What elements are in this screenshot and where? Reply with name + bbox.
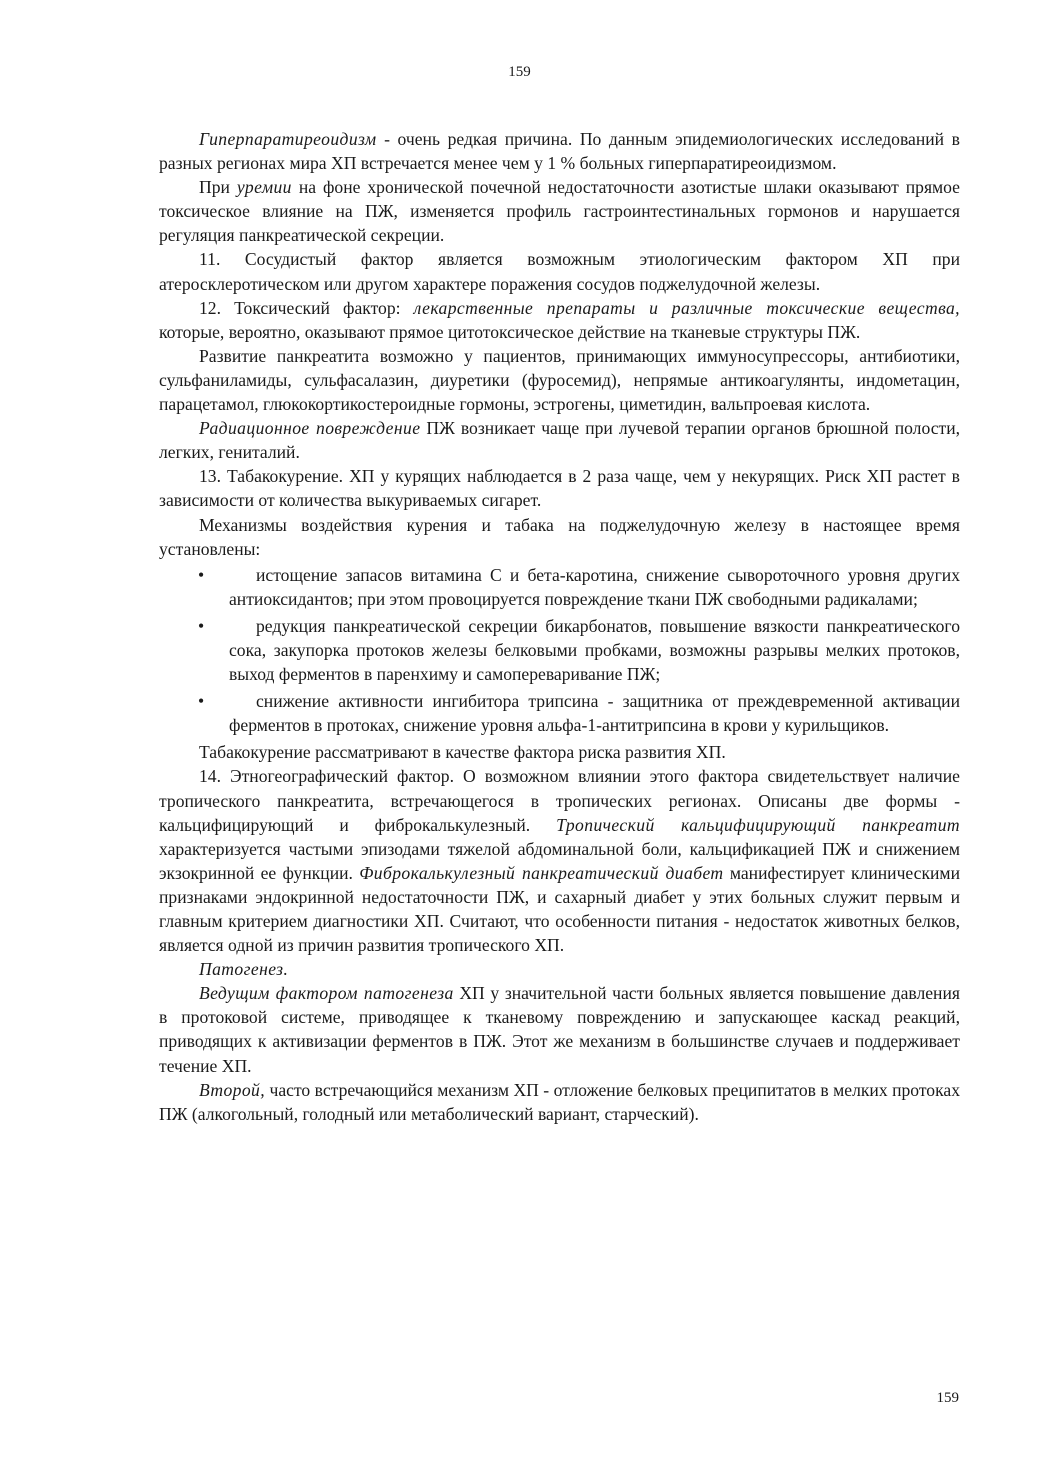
page-body — [159, 127, 960, 1126]
paragraph-text: ХП у значительной части больных является повышение давления в протоковой системе, приводящее к тканевому повреждению и запускающее каскад реакций, приводящих к активизации ферментов в ПЖ. Этот же механизм в большинстве случаев и поддерживает течение ХП. — [159, 983, 960, 1076]
term-leading-factor: Ведущим фактором патогенеза — [199, 983, 454, 1004]
paragraph-text: - очень редкая причина. По данным эпидемиологических исследований в разных регионах мира ХП встречается менее чем у 1 % больных гиперпаратиреоидизмом. — [159, 129, 960, 174]
paragraph-toxic-factor — [159, 296, 960, 344]
paragraph-text: манифестирует клиническими признаками эндокринной недостаточности ПЖ, и сахарный диабет у этих больных служит первым и главным критерием диагностики ХП. Считают, что особенности питания - недостаток животных белков, является одной из причин развития тропического ХП. — [159, 862, 960, 956]
list-item-text: снижение активности ингибитора трипсина - защитника от преждевременной активации ферментов в протоках, снижение уровня альфа-1-антитрипсина в крови у курильщиков. — [229, 691, 960, 736]
list-item — [198, 563, 960, 611]
paragraph-second-mechanism — [159, 1078, 960, 1126]
paragraph-vascular-factor: 11. Сосудистый фактор является возможным этиологическим фактором ХП при атеросклеротическом или другом характере поражения сосудов поджелудочной железы. — [159, 249, 960, 294]
term-second: Второй, — [199, 1079, 266, 1100]
paragraph-text: ПЖ возникает чаще при лучевой терапии органов брюшной полости, легких, гениталий. — [159, 418, 961, 463]
term-uremia: уремии — [236, 177, 292, 198]
bullet-marker: • — [198, 615, 205, 636]
paragraph-ethnogeographic — [159, 764, 960, 957]
paragraph-radiation — [159, 416, 960, 464]
bullet-marker: • — [198, 564, 205, 585]
section-heading-pathogenesis — [159, 957, 960, 981]
paragraph-drugs: Развитие панкреатита возможно у пациентов, принимающих иммуносупрессоры, антибиотики, сульфаниламиды, сульфасалазин, диуретики (фуросемид), непрямые антикоагулянты, индометацин, парацетамол, глюкокортикостероидные гормоны, эстрогены, циметидин, вальпроевая кислота. — [159, 345, 960, 415]
paragraph-lead: 14. Этногеографический фактор. О возможном влиянии этого фактора свидетельствует наличие тропического панкреатита, встречающегося в тропических регионах. Описаны две формы - кальцифицирующий и фиброкалькулезный. — [159, 766, 960, 835]
paragraph-text: на фоне хронической почечной недостаточности азотистые шлаки оказывают прямое токсическое влияние на ПЖ, изменяется профиль гастроинтестинальных гормонов и нарушается регуляция панкреатической секреции. — [159, 177, 960, 246]
term-radiation-damage: Радиационное повреждение — [199, 418, 421, 439]
term-toxic-substances: лекарственные препараты и различные токсические вещества, — [413, 297, 960, 318]
paragraph-smoking-mechanisms: Механизмы воздействия курения и табака на поджелудочную железу в настоящее время установлены: — [159, 514, 960, 559]
paragraph-hyperparathyroidism — [159, 127, 960, 175]
paragraph-smoking-risk: Табакокурение рассматривают в качестве фактора риска развития ХП. — [199, 742, 726, 763]
paragraph-lead: При — [199, 177, 237, 198]
bullet-marker: • — [198, 691, 205, 712]
paragraph-leading-factor — [159, 981, 960, 1077]
page-number-top: 159 — [508, 64, 531, 80]
list-item-text: редукция панкреатической секреции бикарбонатов, повышение вязкости панкреатического сока, закупорка протоков железы белковыми пробками, возможны разрывы мелких протоков, выход ферментов в паренхиму и самопереваривание ПЖ; — [229, 615, 960, 685]
term-hyperparathyroidism: Гиперпаратиреоидизм — [199, 129, 377, 149]
paragraph-lead: 12. Токсический фактор: — [199, 297, 414, 318]
smoking-mechanisms-list — [159, 563, 960, 738]
paragraph-text: часто встречающийся механизм ХП - отложение белковых преципитатов в мелких протоках ПЖ (алкогольный, голодный или метаболический вариант, старческий). — [159, 1079, 960, 1124]
paragraph-text: которые, вероятно, оказывают прямое цитотоксическое действие на тканевые структуры ПЖ. — [159, 321, 861, 342]
heading-text: Патогенез. — [199, 959, 289, 980]
list-item-text: истощение запасов витамина С и бета-каротина, снижение сывороточного уровня других антиоксидантов; при этом провоцируется повреждение ткани ПЖ свободными радикалами; — [229, 564, 960, 609]
term-tropical-calcific-pancreatitis: Тропический кальцифицирующий панкреатит — [556, 814, 960, 835]
list-item — [198, 614, 960, 686]
paragraph-smoking: 13. Табакокурение. ХП у курящих наблюдается в 2 раза чаще, чем у некурящих. Риск ХП растет в зависимости от количества выкуриваемых сигарет. — [159, 466, 960, 511]
paragraph-uremia — [159, 175, 960, 247]
term-fibrocalculous-diabetes: Фиброкалькулезный панкреатический диабет — [359, 862, 724, 883]
paragraph-text: характеризуется частыми эпизодами тяжелой абдоминальной боли, кальцификацией ПЖ и снижением экзокринной ее функции. — [159, 838, 960, 883]
list-item — [198, 689, 960, 737]
page-number-bottom: 159 — [936, 1390, 959, 1406]
